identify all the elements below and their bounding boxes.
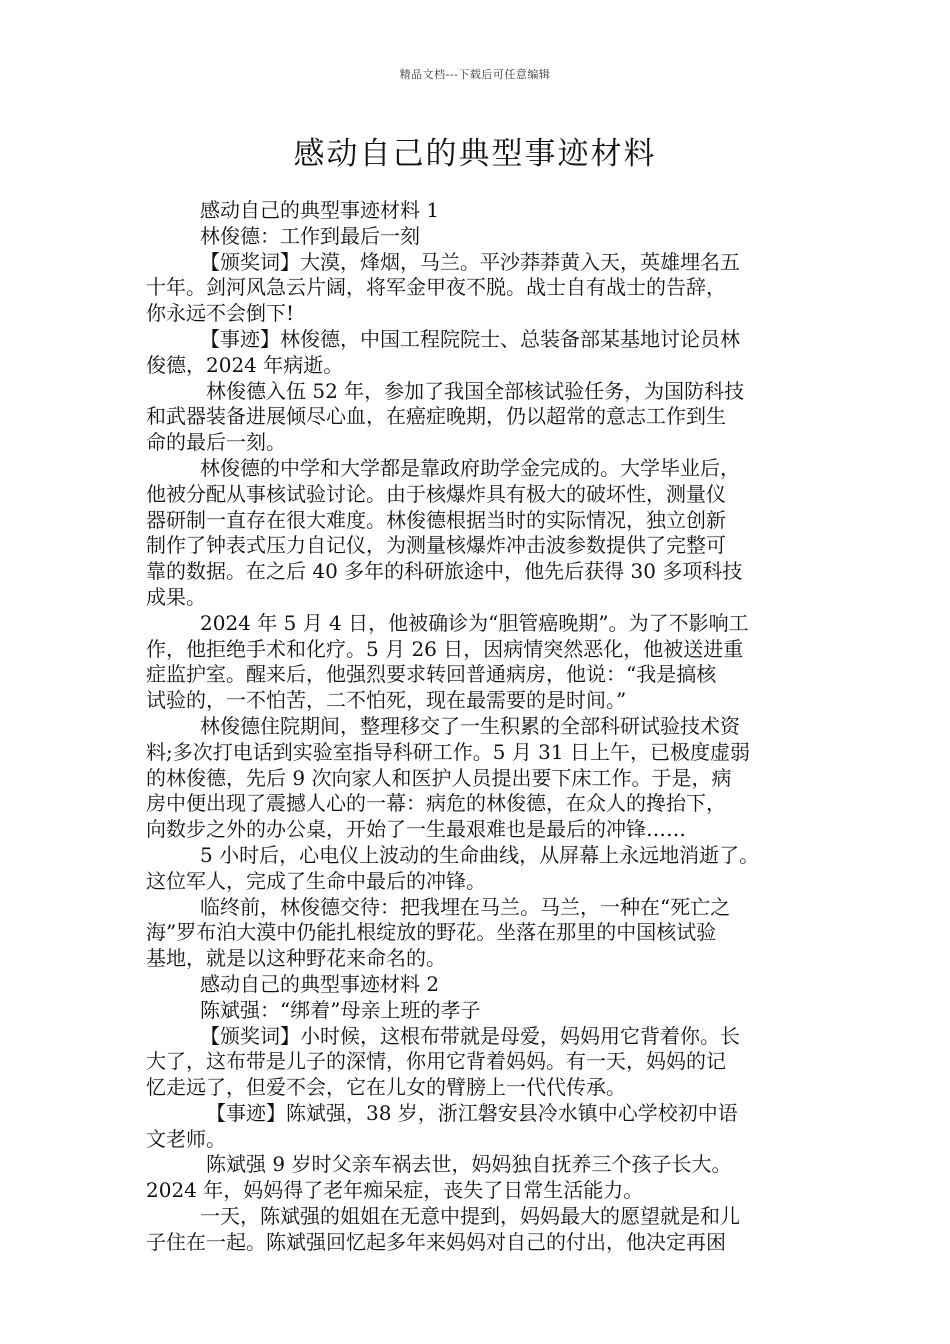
text-line: 成果。 <box>146 584 206 609</box>
text-line: 2024 年 5 月 4 日，他被确诊为“胆管癌晚期”。为了不影响工 <box>200 610 749 635</box>
text-line: 2024 年，妈妈得了老年痴呆症，丧失了日常生活能力。 <box>146 1178 644 1203</box>
text-line: 文老师。 <box>146 1126 226 1151</box>
text-line: 俊德，2024 年病逝。 <box>146 352 344 377</box>
text-line: 这位军人，完成了生命中最后的冲锋。 <box>146 868 486 893</box>
text-line: 感动自己的典型事迹材料 1 <box>200 198 440 222</box>
text-line: 陈斌强：“绑着”母亲上班的孝子 <box>200 997 481 1022</box>
text-line: 5 小时后，心电仪上波动的生命曲线，从屏幕上永远地消逝了。 <box>200 842 760 867</box>
text-line: 靠的数据。在之后 40 多年的科研旅途中，他先后获得 30 多项科技 <box>146 559 743 584</box>
text-line: 的林俊德，先后 9 次向家人和医护人员提出要下床工作。于是，病 <box>146 765 732 790</box>
text-line: 临终前，林俊德交待：把我埋在马兰。马兰，一种在“死亡之 <box>200 894 731 919</box>
text-line: 大了，这布带是儿子的深情，你用它背着妈妈。有一天，妈妈的记 <box>146 1049 726 1074</box>
text-line: 林俊德的中学和大学都是靠政府助学金完成的。大学毕业后， <box>200 455 740 480</box>
document-title: 感动自己的典型事迹材料 <box>293 136 657 172</box>
text-line: 料;多次打电话到实验室指导科研工作。5 月 31 日上午，已极度虚弱 <box>146 739 750 764</box>
text-line: 房中便出现了震撼人心的一幕：病危的林俊德，在众人的搀抬下， <box>146 791 726 816</box>
text-line: 子住在一起。陈斌强回忆起多年来妈妈对自己的付出，他决定再困 <box>146 1229 726 1254</box>
text-line: 十年。剑河风急云片阔，将军金甲夜不脱。战士自有战士的告辞， <box>146 275 726 300</box>
text-line: 作，他拒绝手术和化疗。5 月 26 日，因病情突然恶化，他被送进重 <box>146 636 744 661</box>
text-line: 试验的，一不怕苦，二不怕死，现在最需要的是时间。” <box>146 688 627 713</box>
text-line: 忆走远了，但爱不会，它在儿女的臂膀上一代代传承。 <box>146 1075 626 1100</box>
text-line: 命的最后一刻。 <box>146 430 286 455</box>
text-line: 制作了钟表式压力自记仪，为测量核爆炸冲击波参数提供了完整可 <box>146 533 726 558</box>
text-line: 向数步之外的办公桌，开始了一生最艰难也是最后的冲锋…… <box>146 817 686 842</box>
text-line: 【颁奖词】小时候，这根布带就是母爱，妈妈用它背着你。长 <box>200 1023 740 1048</box>
document-body <box>146 198 818 1256</box>
text-line: 林俊德：工作到最后一刻 <box>200 223 420 248</box>
text-line: 一天，陈斌强的姐姐在无意中提到，妈妈最大的愿望就是和儿 <box>200 1204 740 1229</box>
text-line: 你永远不会倒下! <box>146 301 295 326</box>
header-note: 精品文档---下载后可任意编辑 <box>399 68 551 81</box>
text-line: 器研制一直存在很大难度。林俊德根据当时的实际情况，独立创新 <box>146 507 726 532</box>
text-line: 感动自己的典型事迹材料 2 <box>200 971 440 996</box>
text-line: 和武器装备进展倾尽心血，在癌症晚期，仍以超常的意志工作到生 <box>146 404 726 429</box>
text-line: 林俊德住院期间，整理移交了一生积累的全部科研试验技术资 <box>200 713 740 738</box>
text-line: 他被分配从事核试验讨论。由于核爆炸具有极大的破坏性，测量仪 <box>146 481 726 506</box>
text-line: 症监护室。醒来后，他强烈要求转回普通病房，他说：“我是搞核 <box>146 662 717 687</box>
text-line: 陈斌强 9 岁时父亲车祸去世，妈妈独自抚养三个孩子长大。 <box>206 1152 732 1177</box>
text-line: 【事迹】林俊德，中国工程院院士、总装备部某基地讨论员林 <box>200 326 740 351</box>
text-line: 基地，就是以这种野花来命名的。 <box>146 946 446 971</box>
text-line: 林俊德入伍 52 年，参加了我国全部核试验任务，为国防科技 <box>206 378 745 403</box>
text-line: 海”罗布泊大漠中仍能扎根绽放的野花。坐落在那里的中国核试验 <box>146 920 717 945</box>
text-line: 【颁奖词】大漠，烽烟，马兰。平沙莽莽黄入天，英雄埋名五 <box>200 249 740 274</box>
text-line: 【事迹】陈斌强，38 岁，浙江磐安县冷水镇中心学校初中语 <box>206 1100 738 1125</box>
